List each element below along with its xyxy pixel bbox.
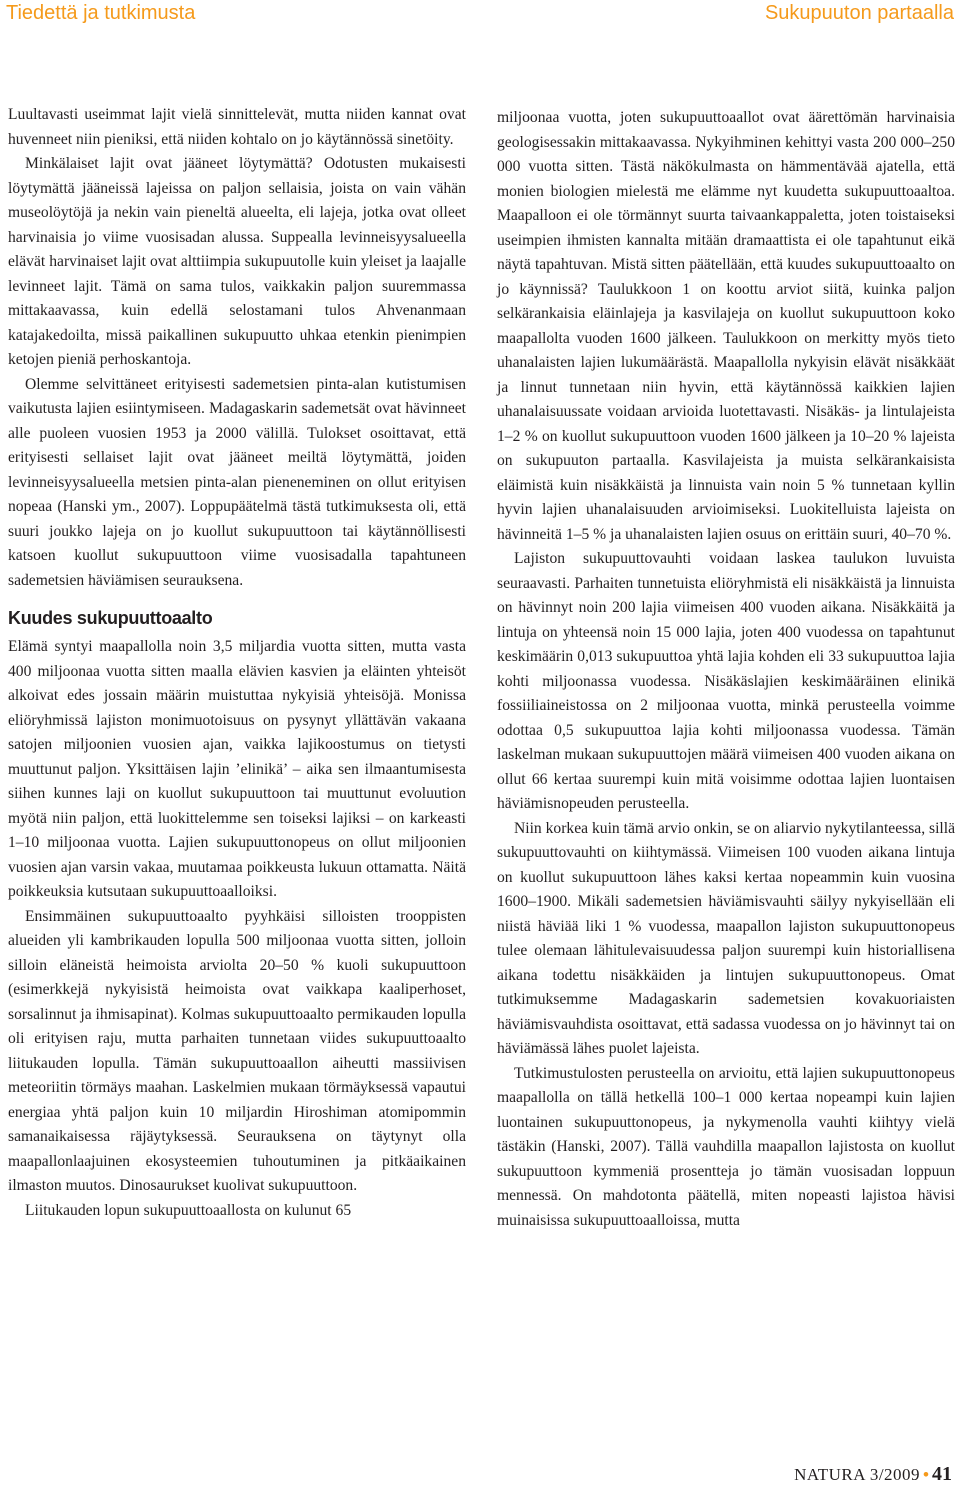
section-heading: Kuudes sukupuuttoaalto [8,608,213,628]
paragraph: Tutkimustulosten perusteella on arvioitu, että lajien sukupuuttonopeus maapallolla on tällä hetkellä 100–1 000 kertaa nopeampi kuin lajien luontainen sukupuuttonopeus, ja nykymenolla vauhti kiihtyy vielä tästäkin (Hanski, 2007). Tällä vauhdilla maapallon lajistosta on kuollut sukupuuttoon kymmeniä prosentteja jo tämän vuosisadan loppuun mennessä. On mahdotonta päätellä, miten nopeasti lajistoa hävisi muinaisissa sukupuuttoaalloissa, mutta [497,1064,955,1229]
paragraph: Lajiston sukupuuttovauhti voidaan laskea taulukon luvuista seuraavasti. Parhaiten tunnetuista eliöryhmistä eli nisäkkäistä ja linnuista on hävinnyt noin 200 lajia viimeisen 400 vuoden aikana. Nisäkkäitä ja lintuja on yhteensä noin 15 000 lajia, joten 400 vuodessa on tapahtunut keskimäärin 0,013 sukupuuttoa yhtä lajia kohden eli 33 sukupuuttoa lajia kohti miljoonassa vuodessa. Nisäkäslajien keskimääräinen elinikä fossiiliaineistossa on 2 miljoonaa vuotta, minkä perusteella voimme odottaa 0,5 sukupuuttoa lajia kohti miljoonassa vuodessa. Tämän laskelman mukaan sukupuuttojen määrä viimeisen 400 vuoden aikana on ollut 66 kertaa suurempi kuin mitä voisimme odottaa lajien luontaisen häviämisnopeuden perusteella. [497,550,955,812]
paragraph: Minkälaiset lajit ovat jääneet löytymättä? Odotusten mukaisesti löytymättä jääneissä lajeissa on paljon sellaisia, joista on vain vähän museolöytöjä ja nekin vain pieneltä alueelta, eli lajeja, jotka ovat olleet harvinaisia jo viime vuosisadan alussa. Suppealla levinneisyysalueella elävät harvinaiset lajit ovat alttiimpia sukupuutolle kuin yleiset ja laajalle levinneet lajit. Tämä on sama tulos, vaikkakin paljon suuremmassa mittakaavassa, kuin edellä selostamani tulos Ahvenanmaan katajakedoilta, missä paikallinen sukupuutto uhkaa etenkin pienimpien ketojen pieniä perhoskantoja. [8,155,466,368]
magazine-issue: NATURA 3/2009 [794,1465,921,1484]
paragraph: Luultavasti useimmat lajit vielä sinnittelevät, mutta niiden kannat ovat huvenneet niin pieniksi, että niiden kohtalo on jo käytännössä sinetöity. [8,106,466,148]
paragraph: Liitukauden lopun sukupuuttoaallosta on kulunut 65 [25,1201,352,1219]
paragraph: miljoonaa vuotta, joten sukupuuttoaallot ovat äärettömän harvinaisia geologisessakin mittakaavassa. Nykyihminen kehittyi vasta 200 000–250 000 vuotta sitten. Tästä näkökulmasta on hämmentävää ajatella, että monien biologien mielestä me elämme nyt kuudetta sukupuuttoaaltoa. Maapalloon ei ole törmännyt suurta taivaankappaletta, joten toistaiseksi useimpien ihmisten kannalta mitään dramaattista ei ole tapahtunut eikä näytä tapahtuvan. Mistä sitten päätellään, että kuudes sukupuuttoaalto on jo käynnissä? Taulukkoon 1 on koottu arviot siitä, kuinka paljon selkärankaisia eläinlajeja ja kasvilajeja on kuollut sukupuuttoon koko maapallolta vuoden 1600 jälkeen. Taulukkoon on merkitty myös tieto uhanalaisten lajien lukumäärästä. Maapallolla nykyisin elävät nisäkkäät ja linnut tunnetaan niin hyvin, että käytännössä kaikkien lajien uhanalaisuussate voidaan arvioida luotettavasti. Nisäkäs- ja lintulajeista 1–2 % on kuollut sukupuuttoon vuoden 1600 jälkeen ja 10–20 % lajeista on sukupuuton partaalla. Kasvilajeista ja muista selkärankaisista eläimistä kuin nisäkkäistä ja linnuista vain noin 5 % tunnetaan kyllin hyvin lajien uhanalaisuuden arvioimiseksi. Luokitelluista lajeista on hävinneitä 1–5 % ja uhanalaisten lajien osuus on erittäin suuri, 40–70 %. [497,109,955,543]
paragraph: Ensimmäinen sukupuuttoaalto pyyhkäisi silloisten trooppisten alueiden yli kambrikauden lopulla 500 miljoonaa vuotta sitten, jolloin silloin eläneistä heimoista arviolta 20–50 % kuoli sukupuuttoon (esimerkkejä nykyisistä heimoista ovat vaikkapa kaaliperhoset, sorsalinnut ja ihmisapinat). Kolmas sukupuuttoaalto permikauden lopulla oli erityisen raju, mutta parhaiten tunnetaan viides sukupuuttoaalto liitukauden lopulla. Tämän sukupuuttoaallon aiheutti massiivisen meteoriitin törmäys maahan. Laskelmien mukaan törmäyksessä vapautui energiaa yhtä paljon kuin 10 miljardin Hiroshiman atomipommin samanaikaisessa räjäytyksessä. Seurauksena on täytynyt olla maapallonlaajuinen ekosysteemien tuhoutuminen ja pitkäaikainen ilmaston muutos. Dinosaurukset kuolivat sukupuuttoon. [8,907,466,1194]
paragraph: Niin korkea kuin tämä arvio onkin, se on aliarvio nykytilanteessa, sillä sukupuuttovauhti on kiihtymässä. Viimeisen 100 vuoden aikana lintuja on kuollut sukupuuttoon lähes kaksi kertaa nopeammin kuin vuosina 1600–1900. Mikäli sademetsien häviämisvauhti säilyy nykyisellään eli niistä häviää liki 1 % vuodessa, maapallon lajiston sukupuuttonopeus tulee olemaan lähitulevaisuudessa paljon suurempi kuin historiallisena aikana todettu nisäkkäiden ja lintujen sukupuuttonopeus. Omat tutkimuksemme Madagaskarin sademetsien kovakuoriaisten häviämisvauhdista osoittavat, että sadassa vuodessa on jo hävinnyt tai on häviämässä lähes puolet lajeista. [497,819,955,1057]
right-column [497,106,955,1233]
bullet-separator: • [923,1465,929,1484]
paragraph: Elämä syntyi maapallolla noin 3,5 miljardia vuotta sitten, mutta vasta 400 miljoonaa vuotta sitten maalla elävien kasvien ja eläinten yhteisöt alkoivat edes jossain määrin muistuttaa nykyisiä yhteisöjä. Monissa eliöryhmissä lajiston monimuotoisuus on pysynyt yllättävän vakaana satojen miljoonien vuosien ajan, vaikka lajikoostumus on tietysti muuttunut paljon. Yksittäisen lajin ’elinikä’ – aika sen ilmaantumisesta siihen kunnes laji on kuollut sukupuuttoon tai muuttunut evoluution myötä niin paljon, että luokittelemme sen toiseksi lajiksi – on karkeasti 1–10 miljoonaa vuotta. Lajien sukupuuttonopeus on ollut miljoonien vuosien ajan varsin vakaa, muutamaa poikkeusta lukuun ottamatta. Näitä poikkeuksia kutsutaan sukupuuttoaalloiksi. [8,638,466,900]
left-column [8,103,466,1223]
running-header [0,0,960,26]
article-topic: Sukupuuton partaalla [764,2,954,24]
section-title: Tiedettä ja tutkimusta [6,2,196,24]
page-footer [794,1464,952,1485]
page-number: 41 [932,1463,952,1485]
paragraph: Olemme selvittäneet erityisesti sademetsien pinta-alan kutistumisen vaikutusta lajien esiintymiseen. Madagaskarin sademetsät ovat hävinneet alle puoleen vuosien 1953 ja 2000 välillä. Tulokset osoittavat, että erityisesti sellaiset lajit ovat jääneet meiltä löytymättä, joiden levinneisyysalueella metsien pinta-alan pieneneminen on ollut erityisen nopeaa (Hanski ym., 2007). Loppupäätelmä tästä tutkimuksesta oli, että suuri joukko lajeja on jo kuollut sukupuuttoon tai käytännöllisesti katsoen kuollut sukupuuttoon viime vuosisadalla tapahtuneen sademetsien häviämisen seurauksena. [8,375,466,589]
